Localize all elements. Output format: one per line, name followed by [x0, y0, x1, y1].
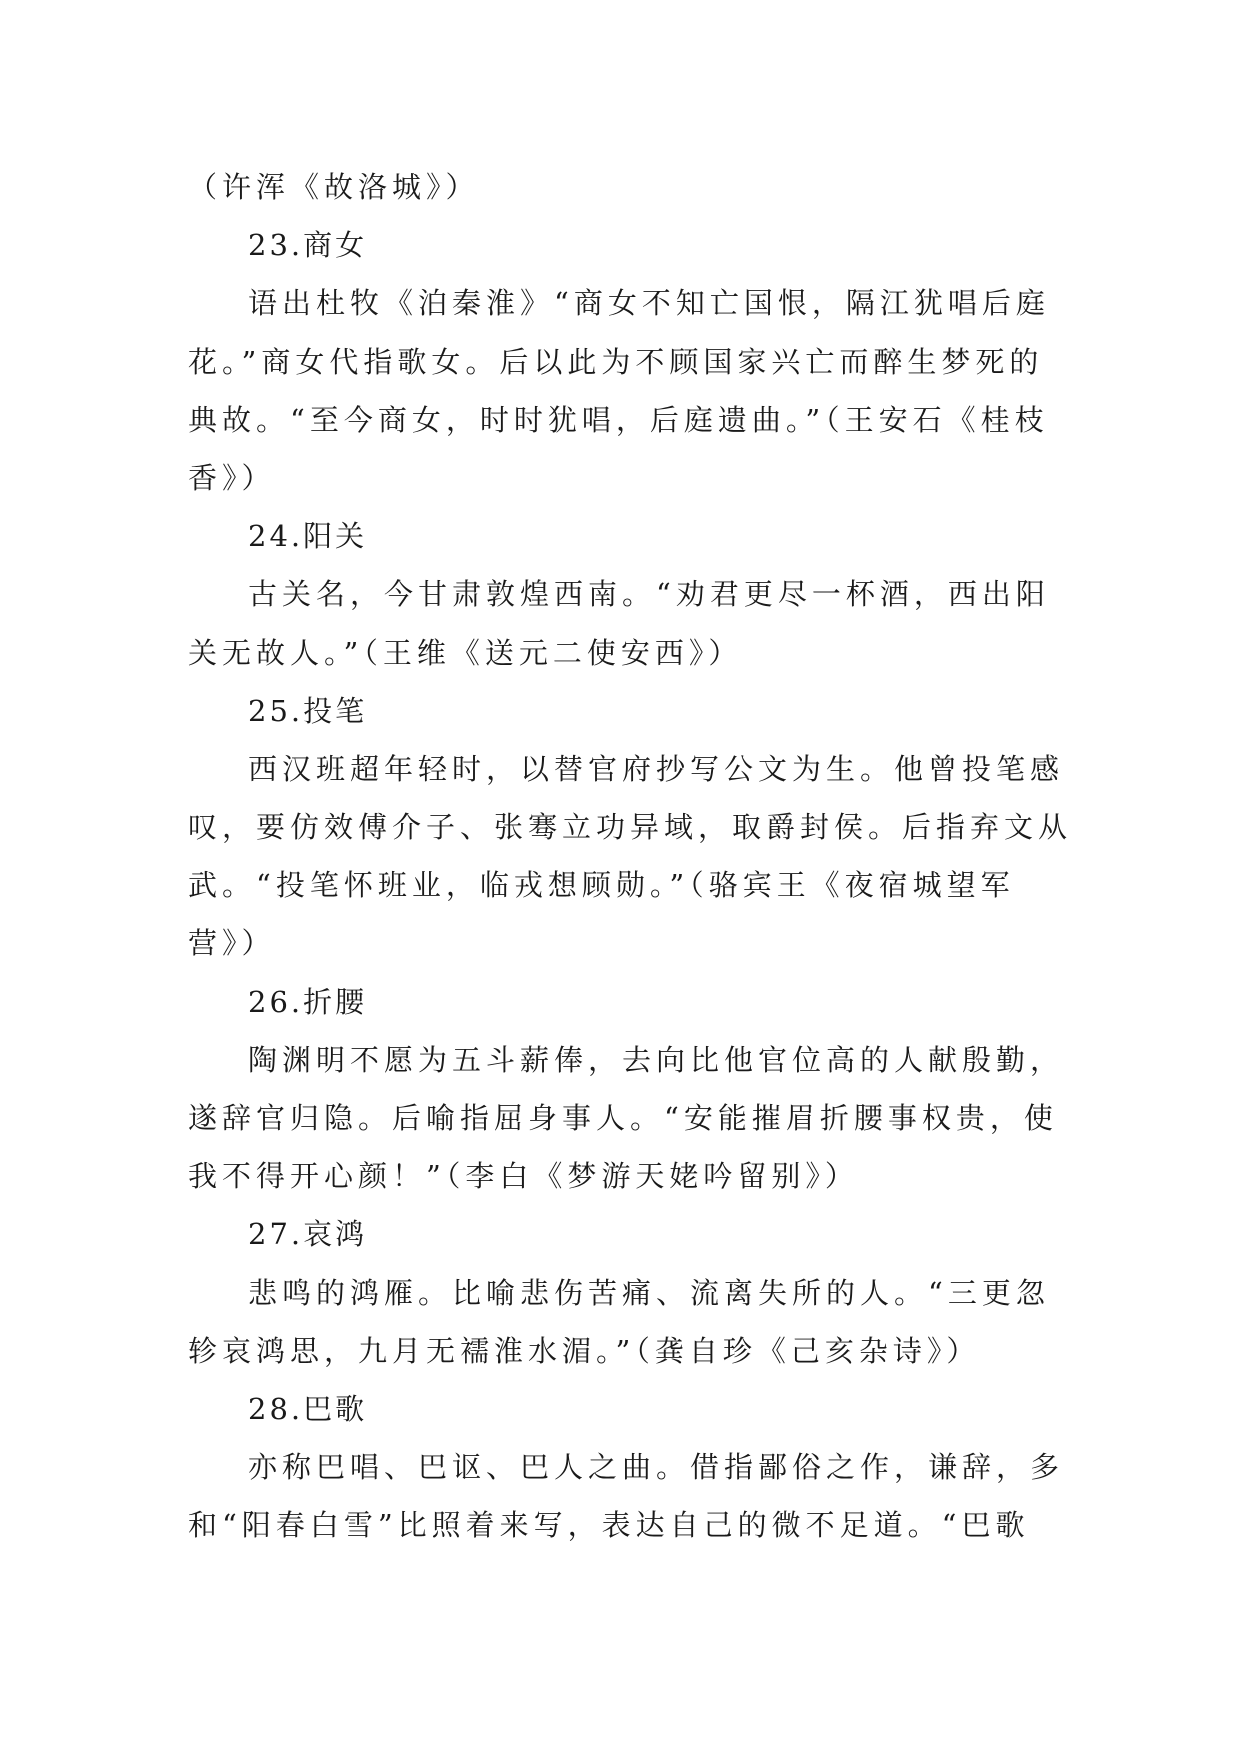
entry-heading: 26.折腰 [248, 984, 368, 1019]
entry-heading: 28.巴歌 [248, 1391, 368, 1426]
text-line: 香》） [188, 460, 276, 495]
text-line: 亦称巴唱、巴讴、巴人之曲。借指鄙俗之作，谦辞，多 [248, 1450, 1065, 1485]
text-line: 和“阳春白雪”比照着来写，表达自己的微不足道。“巴歌 [188, 1508, 1030, 1543]
text-line: 我不得开心颜！”（李白《梦游天姥吟留别》） [188, 1159, 859, 1194]
entry-heading: 23.商女 [248, 228, 368, 263]
document-body [188, 158, 1073, 1555]
text-line: 悲鸣的鸿雁。比喻悲伤苦痛、流离失所的人。“三更忽 [248, 1275, 1050, 1310]
text-line: 西汉班超年轻时，以替官府抄写公文为生。他曾投笔感 [248, 751, 1065, 786]
text-line: 遂辞官归隐。后喻指屈身事人。“安能摧眉折腰事权贵，使 [188, 1101, 1058, 1135]
text-line: 关无故人。”（王维《送元二使安西》） [188, 635, 743, 670]
text-line: 轸哀鸿思，九月无襦淮水湄。”（龚自珍《己亥杂诗》） [188, 1333, 981, 1368]
text-line: 古关名，今甘肃敦煌西南。“劝君更尽一杯酒，西出阳 [248, 577, 1050, 612]
text-line: 花。”商女代指歌女。后以此为不顾国家兴亡而醉生梦死的 [188, 344, 1044, 379]
entry-heading: 27.哀鸿 [248, 1217, 368, 1252]
text-line: 典故。“至今商女，时时犹唱，后庭遗曲。”（王安石《桂枝 [188, 402, 1049, 437]
text-line: （许浑《故洛城》） [188, 170, 480, 204]
text-line: 叹，要仿效傅介子、张骞立功异域，取爵封侯。后指弃文从 [188, 810, 1073, 845]
entry-heading: 24.阳关 [248, 519, 368, 554]
entry-heading: 25.投笔 [248, 693, 368, 728]
text-line: 陶渊明不愿为五斗薪俸，去向比他官位高的人献殷勤， [248, 1042, 1065, 1077]
text-line: 武。“投笔怀班业，临戎想顾勋。”（骆宾王《夜宿城望军 [188, 868, 1015, 903]
text-line: 语出杜牧《泊秦淮》“商女不知亡国恨，隔江犹唱后庭 [248, 286, 1050, 321]
text-line: 营》） [188, 926, 276, 961]
